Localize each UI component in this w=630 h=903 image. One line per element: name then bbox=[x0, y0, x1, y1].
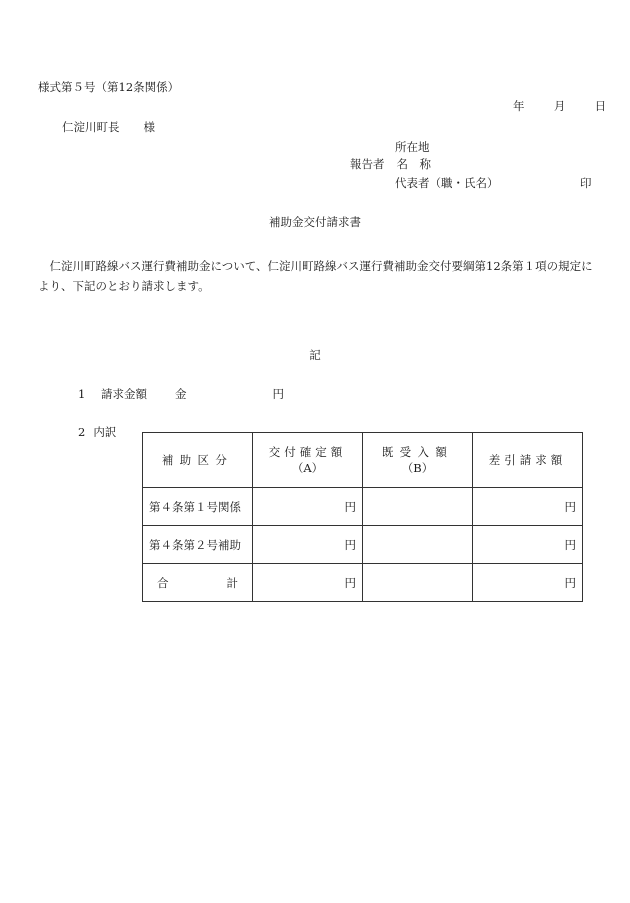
row-claim-amount[interactable]: 円 bbox=[473, 488, 583, 526]
row-category: 第４条第１号関係 bbox=[143, 488, 253, 526]
total-label: 合 計 bbox=[143, 564, 253, 602]
addressee-name: 仁淀川町長 bbox=[62, 120, 120, 134]
date-line bbox=[513, 101, 606, 113]
total-received-amount[interactable] bbox=[363, 564, 473, 602]
name-label: 名 称 bbox=[396, 157, 431, 171]
addressee bbox=[62, 122, 155, 134]
item1-unit: 円 bbox=[272, 387, 284, 401]
row-received-amount[interactable] bbox=[363, 526, 473, 564]
item1-number: 1 bbox=[78, 387, 86, 401]
body-paragraph: 仁淀川町路線バス運行費補助金について、仁淀川町路線バス運行費補助金交付要綱第12条第１項の規定により、下記のとおり請求します。 bbox=[38, 259, 593, 293]
table-header-row bbox=[143, 433, 583, 488]
table-total-row bbox=[143, 564, 583, 602]
header-claim: 差引請求額 bbox=[473, 433, 583, 488]
item2-number: 2 bbox=[78, 425, 86, 439]
row-confirmed-amount[interactable]: 円 bbox=[253, 526, 363, 564]
document-title: 補助金交付請求書 bbox=[269, 215, 361, 229]
header-confirmed: 交付確定額 （A） bbox=[253, 433, 363, 488]
header-category: 補助区分 bbox=[143, 433, 253, 488]
row-received-amount[interactable] bbox=[363, 488, 473, 526]
seal-mark: 印 bbox=[580, 176, 592, 190]
date-year: 年 bbox=[513, 99, 525, 113]
representative-label: 代表者（職・氏名） bbox=[395, 176, 499, 190]
ki-heading: 記 bbox=[309, 348, 321, 362]
item1-label: 請求金額 bbox=[100, 387, 147, 401]
total-confirmed-amount[interactable]: 円 bbox=[253, 564, 363, 602]
form-number: 様式第５号（第12条関係） bbox=[38, 80, 180, 94]
reporter-label: 報告者 bbox=[350, 157, 385, 171]
addressee-honorific: 様 bbox=[143, 120, 155, 134]
reporter-line bbox=[350, 159, 431, 171]
date-month: 月 bbox=[553, 99, 566, 113]
date-day: 日 bbox=[594, 99, 607, 113]
header-received: 既受入額 （B） bbox=[363, 433, 473, 488]
table-row bbox=[143, 526, 583, 564]
breakdown-table bbox=[142, 432, 583, 602]
item-request-amount bbox=[78, 389, 284, 401]
item-breakdown bbox=[78, 427, 116, 439]
address-label: 所在地 bbox=[395, 140, 430, 154]
item1-prefix: 金 bbox=[174, 387, 187, 401]
table-row bbox=[143, 488, 583, 526]
row-category: 第４条第２号補助 bbox=[143, 526, 253, 564]
total-claim-amount[interactable]: 円 bbox=[473, 564, 583, 602]
row-confirmed-amount[interactable]: 円 bbox=[253, 488, 363, 526]
row-claim-amount[interactable]: 円 bbox=[473, 526, 583, 564]
item2-label: 内訳 bbox=[93, 425, 117, 439]
